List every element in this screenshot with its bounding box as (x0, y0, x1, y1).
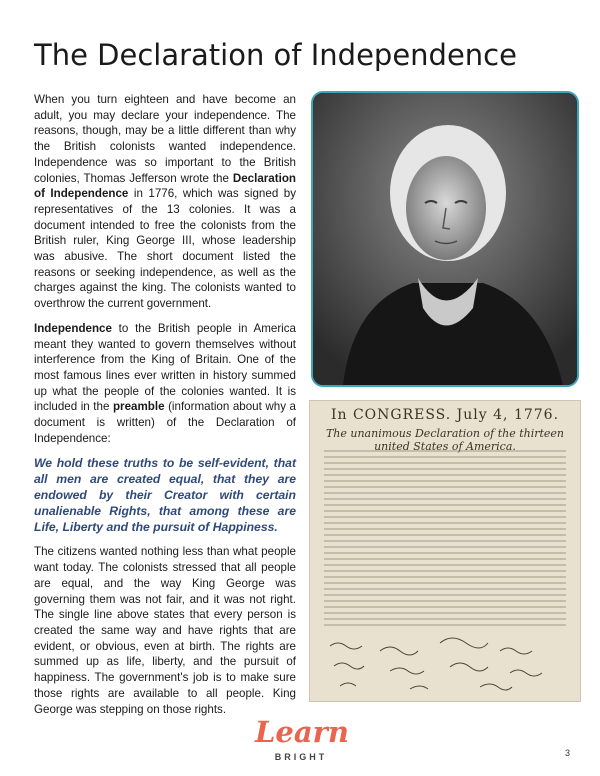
document-script-lines (310, 401, 580, 701)
page-title: The Declaration of Independence (34, 38, 517, 72)
page-number: 3 (565, 748, 571, 758)
p1-text-a: When you turn eighteen and have become an adult, you may declare your independence. The reasons, though, may be a little different than why the British colonists wanted independence. Independence was so important to the British colonies, Thomas Jefferson wrote the (34, 93, 296, 185)
paragraph-3: The citizens wanted nothing less than what people want today. The colonists stressed that all people are equal, and the way King George was governing them was not fair, and it was not right. The single line above states that every person is created the same way and have rights that are evident, or obvious, even at birth. The rights are summed up as life, liberty, and the pursuit of happiness. The government's job is to make sure those rights are available to all people. King George was stepping on those rights. (34, 545, 296, 716)
p2-bold-preamble: preamble (112, 400, 165, 414)
document-heading: In CONGRESS. July 4, 1776. (330, 407, 560, 423)
jefferson-portrait (311, 91, 579, 387)
p2-text-b: to the British people in America meant they wanted to govern themselves without interference from the King of Britain. One of the most famous lines ever written in history summed up what the people of the colonies wanted. It is included in the (34, 321, 296, 414)
logo-bright-text: BRIGHT (274, 752, 328, 762)
p1-text-c: in 1776, which was signed by representatives of the 13 colonies. It was a document intended to free the colonists from the British ruler, King George III, whose leadership was abusive. The short document listed the reasons or seeking independence, as well as the charges against the king. The colonists wanted to overthrow the current government. (34, 187, 297, 311)
p2-text-d: (information about why a document is written) of the Declaration of Independence: (34, 400, 296, 445)
body-text (34, 92, 296, 726)
learn-bright-logo (255, 716, 347, 764)
paragraph-1 (34, 92, 296, 312)
logo-learn-text: Learn (255, 715, 349, 749)
document-subheading: The unanimous Declaration of the thirteen united States of America. (325, 427, 565, 453)
preamble-quote: We hold these truths to be self-evident, that all men are created equal, that they are endowed by their Creator with certain unalienable Rights, that among these are Life, Liberty and the pursuit of Happiness. (34, 456, 296, 535)
p1-bold-term: Declaration of Independence (34, 171, 296, 201)
paragraph-2 (34, 321, 296, 447)
declaration-document-image (309, 400, 581, 702)
portrait-illustration (313, 93, 577, 385)
p2-bold-term: Independence (34, 321, 112, 335)
